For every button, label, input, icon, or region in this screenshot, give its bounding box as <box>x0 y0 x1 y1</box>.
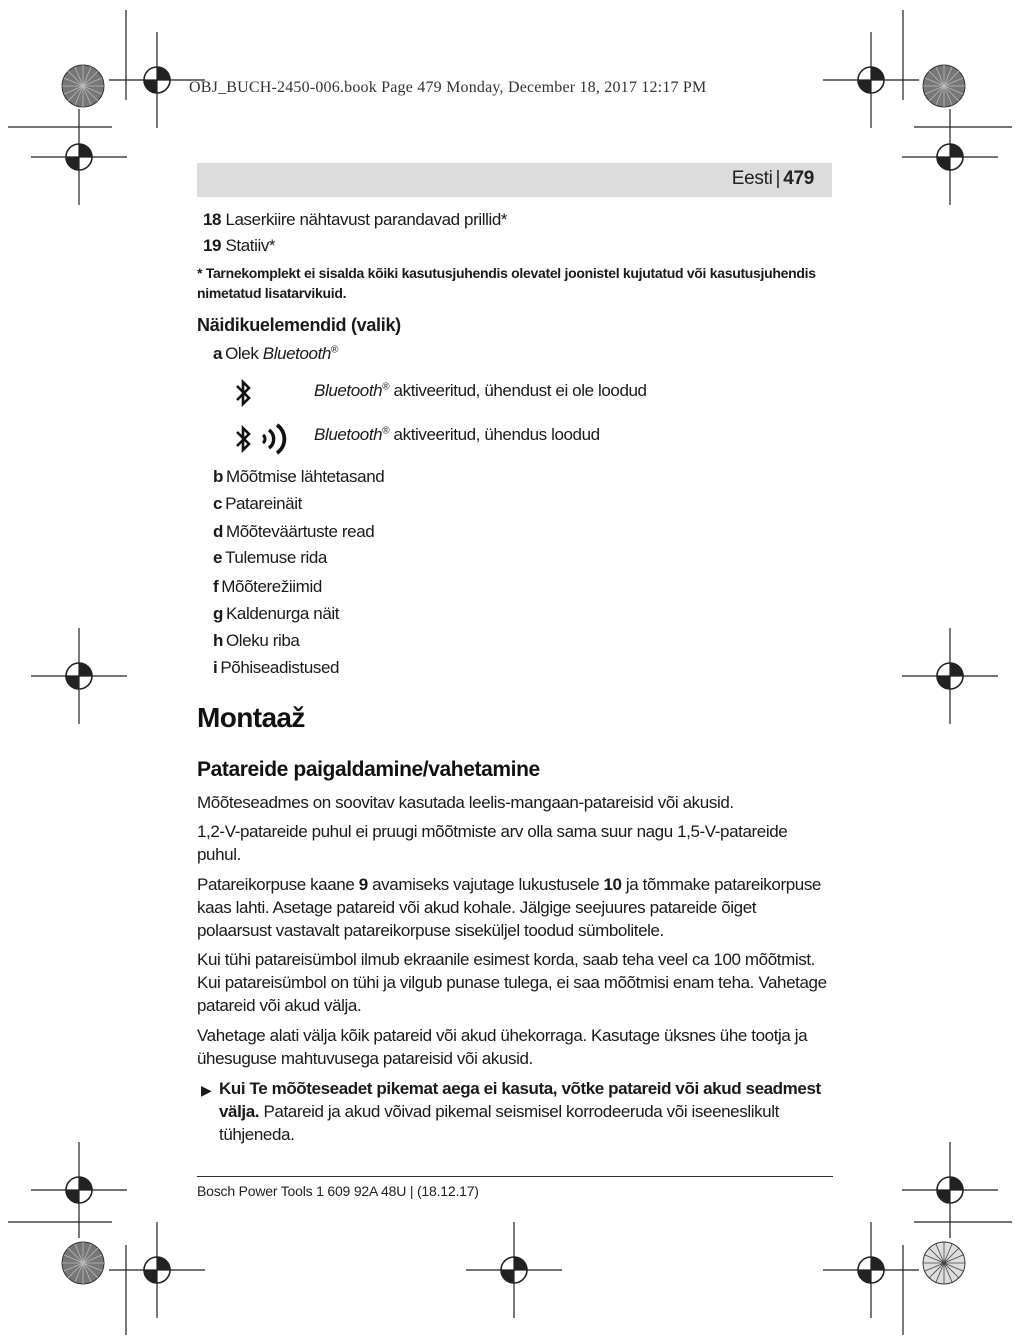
legend-item-b: b Mõõtmise lähtetasand <box>213 467 385 486</box>
warning-text: Patareid ja akud võivad pikemal seismisel korrodeeruda või iseeneslikult tühjeneda. <box>219 1102 779 1144</box>
part-number: 19 <box>203 236 222 255</box>
legend-item-e: e Tulemuse rida <box>213 548 327 567</box>
bluetooth-icon <box>233 378 255 408</box>
paragraph: Patareikorpuse kaane 9 avamiseks vajutage lukustusele 10 ja tõmmake patareikorpuse kaas lahti. Asetage patareid või akud kohale. Jälgige seejuures patareide õiget polaarsust vastavalt patareikorpuse siseküljel toodud sümbolitele. <box>197 875 821 940</box>
print-job-header: OBJ_BUCH-2450-006.book Page 479 Monday, December 18, 2017 12:17 PM <box>189 79 707 96</box>
legend-text: Olek <box>225 344 263 363</box>
warning-bold: Kui Te mõõteseadet pikemat aega ei kasuta, võtke patareid või akud seadmest välja. <box>219 1079 821 1121</box>
parts-list-item <box>203 208 507 231</box>
section-subtitle: Patareide paigaldamine/vahetamine <box>197 758 540 781</box>
legend-item-f: f Mõõterežiimid <box>213 577 322 596</box>
legend-letter: a <box>213 344 223 363</box>
registered-mark: ® <box>331 344 338 356</box>
part-text: Statiiv* <box>225 236 276 255</box>
legend-item-h: h Oleku riba <box>213 631 300 650</box>
header-separator: | <box>775 168 781 189</box>
legend-item-c: c Patareinäit <box>213 494 302 513</box>
legend-text-italic: Bluetooth <box>262 344 331 363</box>
parts-list-item <box>203 234 275 257</box>
legend-item-d: d Mõõteväärtuste read <box>213 522 375 541</box>
paragraph: Mõõteseadmes on soovitav kasutada leelis-mangaan-patareisid või akusid. <box>197 793 734 812</box>
page-number: 479 <box>783 168 814 189</box>
header-language: Eesti <box>731 168 773 189</box>
section-title: Montaaž <box>197 702 305 733</box>
legend-item-g: g Kaldenurga näit <box>213 604 340 623</box>
accessory-note: * Tarnekomplekt ei sisalda kõiki kasutusjuhendis olevatel joonistel kujutatud või kasutusjuhendis nimetatud lisatarvikuid. <box>197 265 816 301</box>
part-number: 18 <box>203 210 222 229</box>
paragraph: Kui tühi patareisümbol ilmub ekraanile esimest korda, saab teha veel ca 100 mõõtmist. Kui patareisümbol on tühi ja vilgub punase tulega, ei saa mõõtmisi enam teha. Vahetage patareid või akud välja. <box>197 950 827 1015</box>
bluetooth-state-text: Bluetooth® aktiveeritud, ühendus loodud <box>314 425 600 444</box>
warning-note <box>201 1077 831 1146</box>
display-elements-heading: Näidikuelemendid (valik) <box>197 315 401 335</box>
footer-rule <box>197 1176 833 1177</box>
running-header <box>732 168 814 190</box>
legend-item-i: i Põhiseadistused <box>213 658 340 677</box>
paragraph: Vahetage alati välja kõik patareid või akud ühekorraga. Kasutage üksnes ühe tootja ja ühesuguse mahtuvusega patareisid või akusid. <box>197 1026 808 1068</box>
bluetooth-connected-icon <box>233 422 303 456</box>
part-text: Laserkiire nähtavust parandavad prillid* <box>225 210 508 229</box>
running-header-band <box>197 163 832 197</box>
paragraph: 1,2-V-patareide puhul ei pruugi mõõtmiste arv olla sama suur nagu 1,5-V-patareide puhul. <box>197 822 788 864</box>
page-footer: Bosch Power Tools 1 609 92A 48U | (18.12.17) <box>197 1183 479 1199</box>
legend-item-a <box>213 342 338 365</box>
bluetooth-state-text: Bluetooth® aktiveeritud, ühendust ei ole loodud <box>314 381 647 400</box>
triangle-bullet-icon: ▶ <box>201 1082 212 1098</box>
